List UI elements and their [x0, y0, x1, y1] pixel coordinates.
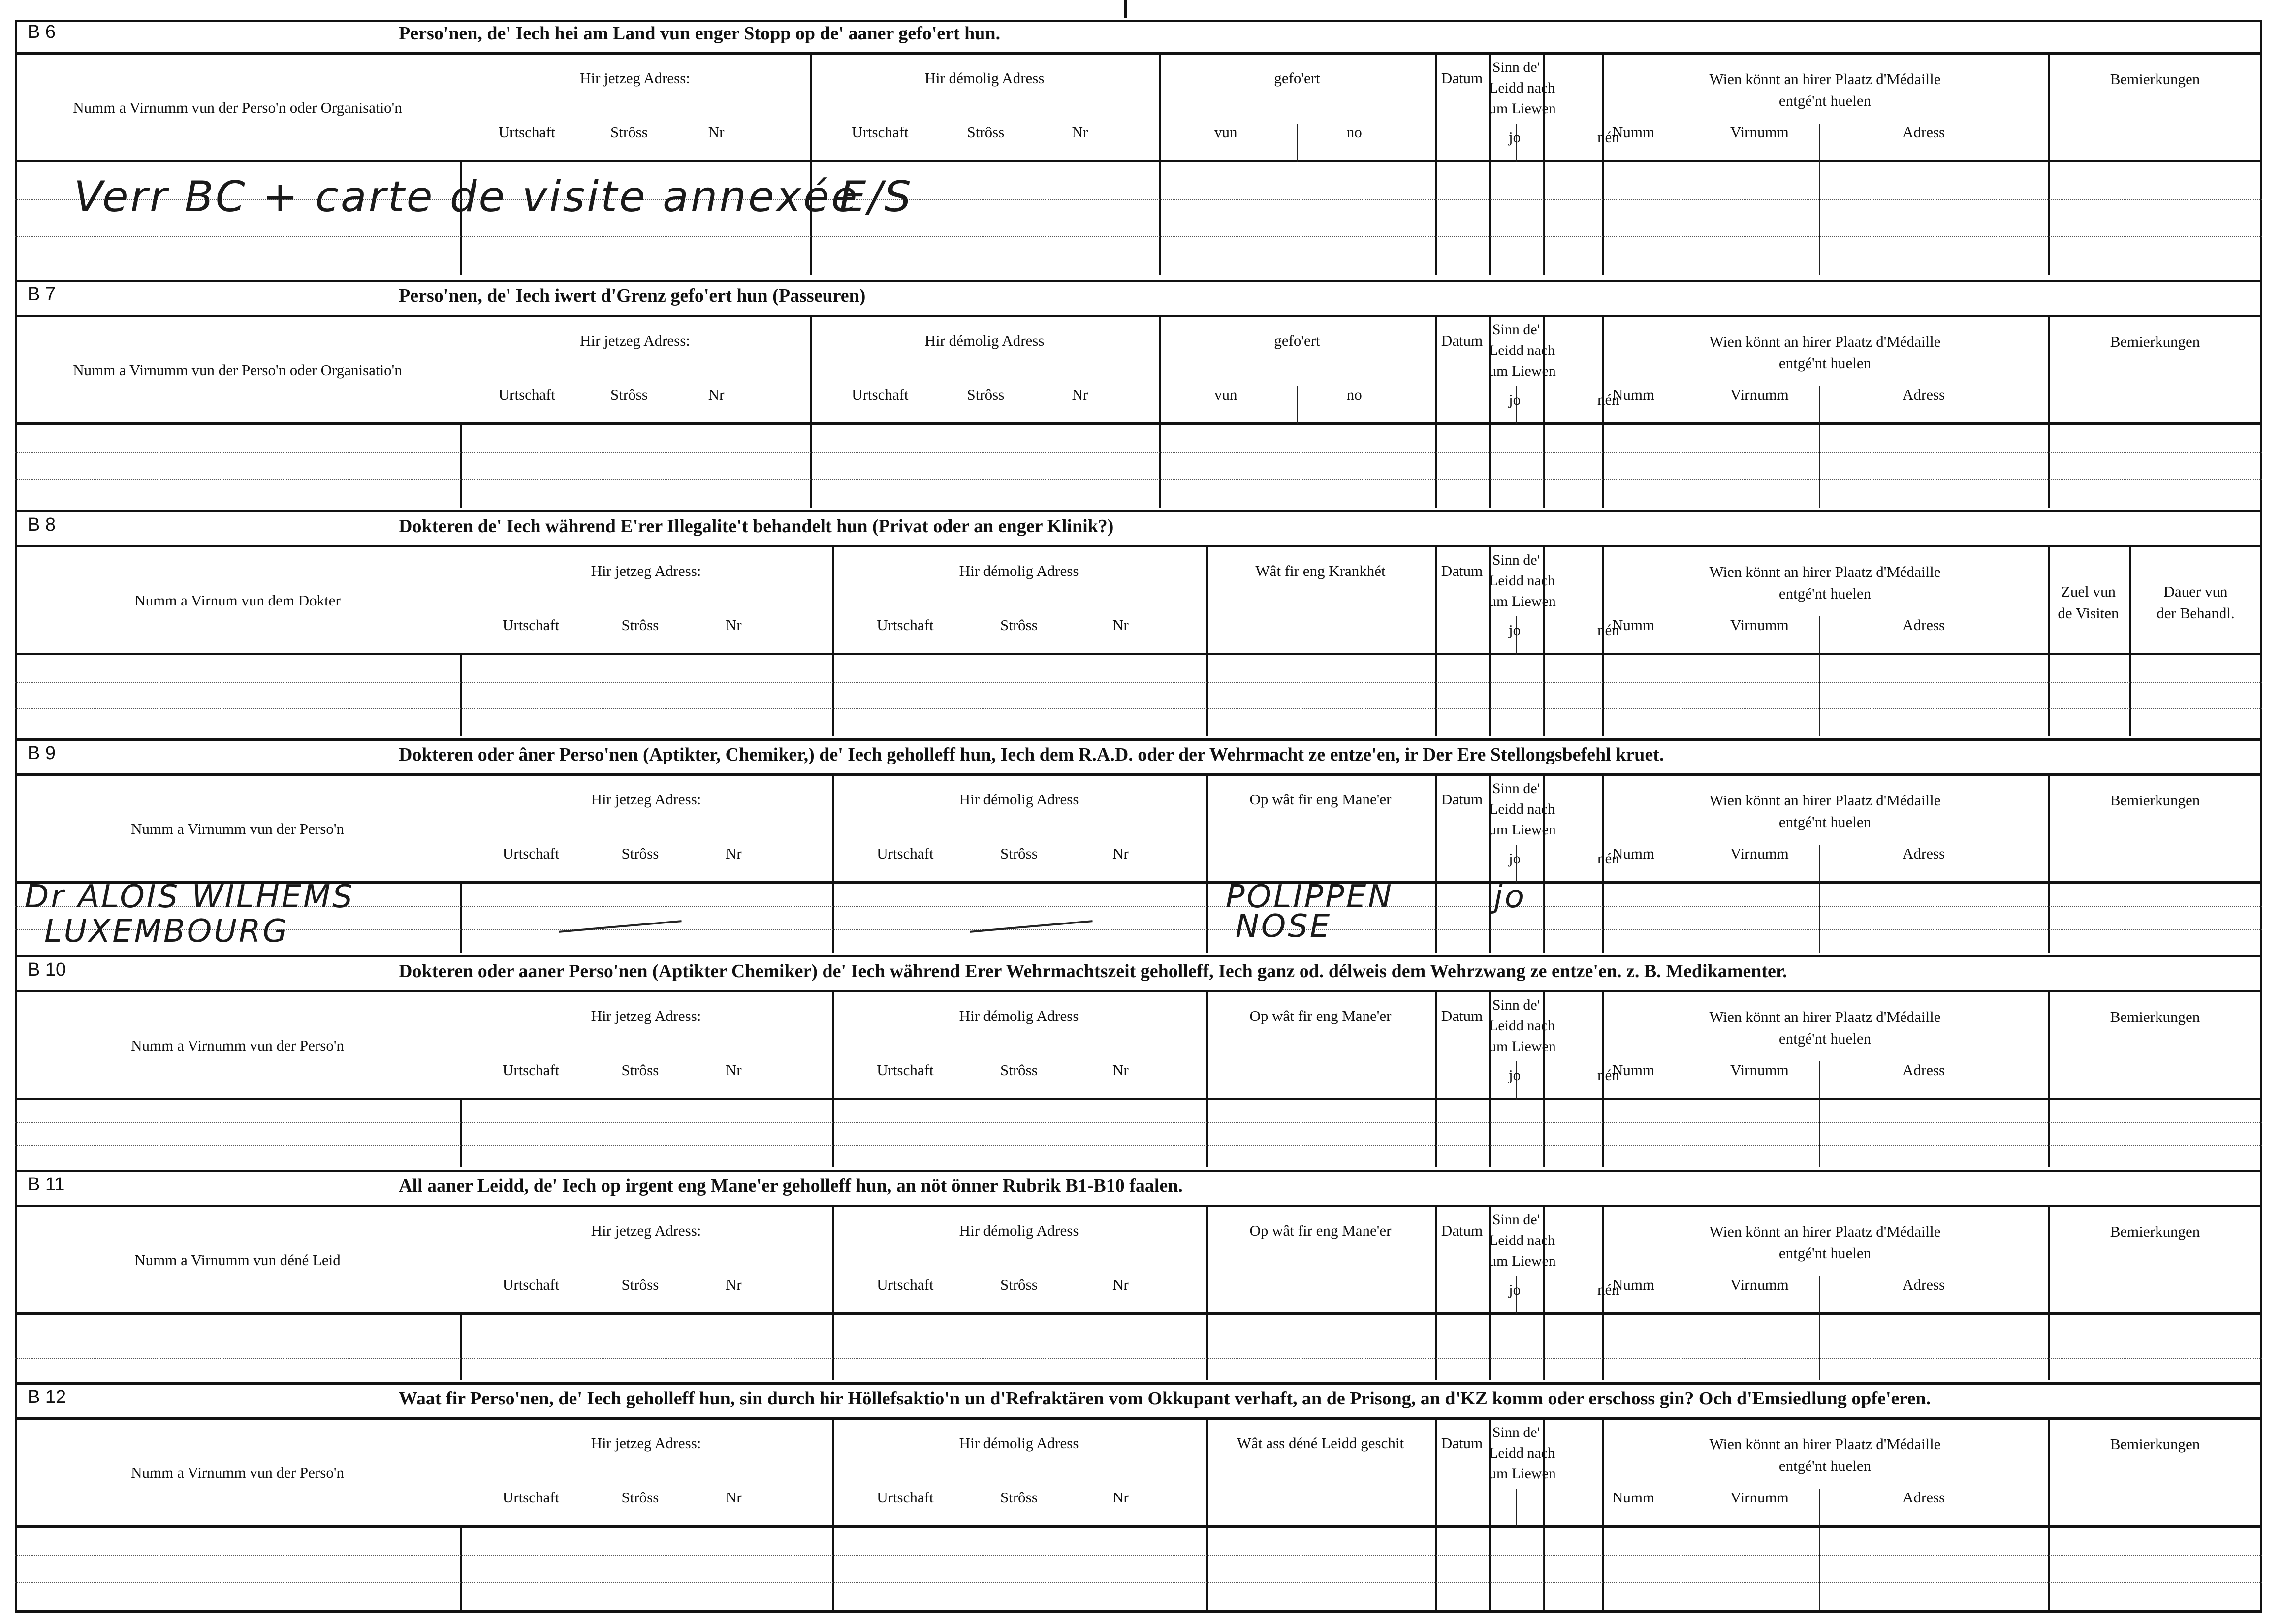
section-title: Waat fir Perso'nen, de' Iech geholleff hun, sin durch hir Höllefsaktio'n un d'Refraktären vom Okkupant verhaft, an de Prisong, an d'KZ komm oder erschoss gin? Och d'Emsiedlung opfe'eren. — [399, 1388, 1931, 1409]
section-code: B 9 — [28, 743, 56, 764]
row-column-divider — [1435, 655, 1437, 736]
row-subdivider — [1543, 1100, 1544, 1167]
former-address-label: Hir démolig Adress — [924, 69, 1045, 87]
name-column-label: Numm a Virnumm vun der Perso'n — [131, 820, 344, 837]
special-column-label: Wât ass déné Leidd geschit — [1237, 1434, 1404, 1452]
data-rows — [15, 879, 2262, 953]
special-column-label: Op wât fir eng Mane'er — [1249, 1222, 1392, 1239]
row-column-divider — [1435, 1528, 1437, 1610]
former-address-stross-label: Strôss — [967, 124, 1005, 141]
former-address-nr-label: Nr — [1112, 1489, 1129, 1506]
handwritten-entry: Verr BC + carte de visite annexée — [74, 172, 859, 222]
entry-line — [15, 452, 2262, 453]
yes-label: jo — [1509, 1281, 1521, 1298]
row-column-divider — [2048, 162, 2050, 275]
treatment-duration-label: Dauer vun — [2163, 583, 2228, 600]
alive-column-label: Leidd nach — [1489, 1018, 1555, 1034]
current-address-urt-label: Urtschaft — [502, 1061, 560, 1079]
row-column-divider — [1489, 425, 1491, 508]
section-b11 — [15, 1170, 2262, 1382]
no-label: nén — [1597, 391, 1619, 408]
handwritten-entry: Dr ALOIS WILHEMS — [25, 879, 354, 915]
alive-column-label: um Liewen — [1489, 593, 1556, 609]
recipient-virnumm-label: Virnumm — [1730, 845, 1789, 862]
row-subdivider — [1543, 425, 1544, 508]
data-rows — [15, 1528, 2262, 1610]
recipient-adress-label: Adress — [1903, 1061, 1945, 1079]
data-rows — [15, 1100, 2262, 1167]
row-column-divider — [460, 1528, 462, 1610]
medal-recipient-label: entgé'nt huelen — [1778, 1244, 1872, 1262]
recipient-virnumm-label: Virnumm — [1730, 124, 1789, 141]
special-column-label: gefo'ert — [1274, 332, 1320, 349]
current-address-label: Hir jetzeg Adress: — [591, 562, 701, 579]
recipient-adress-label: Adress — [1903, 386, 1945, 403]
former-address-label: Hir démolig Adress — [959, 791, 1079, 808]
row-subdivider — [1543, 162, 1544, 275]
recipient-numm-label: Numm — [1612, 1489, 1655, 1506]
row-column-divider — [2048, 655, 2050, 736]
entry-line — [15, 929, 2262, 930]
date-column-label: Datum — [1441, 69, 1483, 87]
row-subdivider — [1819, 162, 1820, 275]
remarks-column-label: Bemierkungen — [2110, 333, 2200, 350]
section-header-row — [15, 1205, 2262, 1315]
row-column-divider — [1602, 1315, 1604, 1380]
special-column-label: Op wât fir eng Mane'er — [1249, 791, 1392, 808]
yes-label: jo — [1509, 391, 1521, 408]
alive-column-label: Sinn de' — [1492, 997, 1540, 1013]
date-column-label: Datum — [1441, 1007, 1483, 1024]
section-code: B 12 — [28, 1387, 66, 1407]
no-label: nén — [1597, 128, 1619, 146]
medal-recipient-label: entgé'nt huelen — [1778, 1030, 1872, 1047]
recipient-divider — [1819, 1489, 1820, 1527]
former-address-urt-label: Urtschaft — [877, 845, 934, 862]
special-sub-label: vun — [1214, 124, 1237, 141]
row-column-divider — [1602, 162, 1604, 275]
handwritten-entry: POLIPPEN — [1226, 879, 1394, 915]
former-address-label: Hir démolig Adress — [959, 562, 1079, 579]
no-label: nén — [1597, 850, 1619, 867]
handwritten-entry: jo — [1494, 879, 1526, 915]
current-address-stross-label: Strôss — [621, 1276, 659, 1293]
special-column-label: Op wât fir eng Mane'er — [1249, 1007, 1392, 1024]
former-address-urt-label: Urtschaft — [877, 616, 934, 634]
row-column-divider — [460, 1100, 462, 1167]
remarks-column-label: Bemierkungen — [2110, 792, 2200, 809]
entry-line — [15, 479, 2262, 480]
alive-column-label: um Liewen — [1489, 1465, 1556, 1482]
special-sub-label: vun — [1214, 386, 1237, 403]
alive-column-label: Sinn de' — [1492, 321, 1540, 338]
medal-recipient-label: Wien könnt an hirer Plaatz d'Médaille — [1709, 1223, 1941, 1240]
former-address-urt-label: Urtschaft — [852, 124, 909, 141]
row-column-divider — [1489, 884, 1491, 953]
current-address-nr-label: Nr — [725, 1489, 742, 1506]
entry-line — [15, 1358, 2262, 1359]
current-address-nr-label: Nr — [725, 1276, 742, 1293]
recipient-divider — [1819, 386, 1820, 424]
data-rows — [15, 1315, 2262, 1380]
row-column-divider — [832, 1528, 834, 1610]
row-subdivider — [1819, 425, 1820, 508]
alive-column-label: um Liewen — [1489, 822, 1556, 838]
remarks-column-label: Bemierkungen — [2110, 1223, 2200, 1240]
row-subdivider — [1819, 1528, 1820, 1610]
no-label: nén — [1597, 1281, 1619, 1298]
alive-column-label: Sinn de' — [1492, 59, 1540, 75]
row-subdivider — [1543, 1528, 1544, 1610]
entry-line — [15, 682, 2262, 683]
former-address-nr-label: Nr — [1112, 845, 1129, 862]
former-address-urt-label: Urtschaft — [852, 386, 909, 403]
former-address-urt-label: Urtschaft — [877, 1489, 934, 1506]
recipient-divider — [1819, 616, 1820, 655]
remarks-column-label: Bemierkungen — [2110, 1435, 2200, 1453]
current-address-label: Hir jetzeg Adress: — [591, 1007, 701, 1024]
current-address-nr-label: Nr — [708, 124, 725, 141]
row-column-divider — [1159, 425, 1161, 508]
row-column-divider — [1489, 1100, 1491, 1167]
row-column-divider — [2048, 1100, 2050, 1167]
recipient-divider — [1819, 845, 1820, 883]
former-address-stross-label: Strôss — [1000, 1276, 1038, 1293]
recipient-divider — [1819, 1276, 1820, 1314]
name-column-label: Numm a Virnum vun dem Dokter — [134, 592, 341, 609]
former-address-stross-label: Strôss — [1000, 1061, 1038, 1079]
row-column-divider — [832, 884, 834, 953]
medal-recipient-label: entgé'nt huelen — [1778, 585, 1872, 602]
alive-column-label: um Liewen — [1489, 1038, 1556, 1054]
remarks-column-label: Bemierkungen — [2110, 1008, 2200, 1025]
section-header-row — [15, 315, 2262, 425]
medal-recipient-label: entgé'nt huelen — [1778, 1457, 1872, 1474]
current-address-stross-label: Strôss — [621, 1061, 659, 1079]
entry-line — [15, 708, 2262, 709]
row-column-divider — [2048, 425, 2050, 508]
row-column-divider — [1489, 162, 1491, 275]
current-address-urt-label: Urtschaft — [502, 616, 560, 634]
recipient-virnumm-label: Virnumm — [1730, 1489, 1789, 1506]
current-address-urt-label: Urtschaft — [502, 1489, 560, 1506]
former-address-stross-label: Strôss — [1000, 616, 1038, 634]
row-column-divider — [1602, 425, 1604, 508]
former-address-nr-label: Nr — [1112, 1061, 1129, 1079]
alive-column-label: Leidd nach — [1489, 342, 1555, 358]
row-subdivider — [1543, 1315, 1544, 1380]
no-label: nén — [1597, 1066, 1619, 1083]
name-column-label: Numm a Virnumm vun déné Leid — [134, 1251, 341, 1269]
current-address-nr-label: Nr — [725, 1061, 742, 1079]
medal-recipient-label: Wien könnt an hirer Plaatz d'Médaille — [1709, 1008, 1941, 1025]
visit-count-label: Zuel vun — [2061, 583, 2116, 600]
row-column-divider — [832, 1315, 834, 1380]
alive-column-label: um Liewen — [1489, 363, 1556, 379]
row-column-divider — [460, 655, 462, 736]
former-address-label: Hir démolig Adress — [959, 1434, 1079, 1452]
current-address-label: Hir jetzeg Adress: — [591, 1222, 701, 1239]
row-column-divider — [1206, 884, 1208, 953]
current-address-stross-label: Strôss — [621, 845, 659, 862]
current-address-nr-label: Nr — [725, 616, 742, 634]
row-column-divider — [1602, 1100, 1604, 1167]
former-address-urt-label: Urtschaft — [877, 1061, 934, 1079]
handwritten-entry: E/S — [839, 172, 913, 222]
current-address-nr-label: Nr — [725, 845, 742, 862]
handwritten-entry: LUXEMBOURG — [44, 913, 289, 950]
alive-column-label: um Liewen — [1489, 100, 1556, 117]
yes-label: jo — [1509, 850, 1521, 867]
recipient-divider — [1819, 1061, 1820, 1100]
current-address-label: Hir jetzeg Adress: — [580, 69, 690, 87]
row-column-divider — [1206, 1100, 1208, 1167]
section-header-row — [15, 1417, 2262, 1528]
row-subdivider — [1819, 655, 1820, 736]
recipient-adress-label: Adress — [1903, 124, 1945, 141]
section-b7 — [15, 280, 2262, 510]
date-column-label: Datum — [1441, 332, 1483, 349]
section-b10 — [15, 955, 2262, 1170]
current-address-urt-label: Urtschaft — [502, 845, 560, 862]
section-header-row — [15, 773, 2262, 884]
medal-recipient-label: entgé'nt huelen — [1778, 813, 1872, 830]
former-address-urt-label: Urtschaft — [877, 1276, 934, 1293]
recipient-adress-label: Adress — [1903, 616, 1945, 634]
name-column-label: Numm a Virnumm vun der Perso'n oder Organisatio'n — [73, 361, 402, 379]
recipient-numm-label: Numm — [1612, 386, 1655, 403]
top-registration-mark — [1124, 0, 1127, 18]
row-column-divider — [1435, 162, 1437, 275]
current-address-stross-label: Strôss — [621, 1489, 659, 1506]
remarks-column-label: Bemierkungen — [2110, 70, 2200, 88]
handwritten-entry: NOSE — [1236, 908, 1332, 945]
section-code: B 8 — [28, 514, 56, 535]
section-title: All aaner Leidd, de' Iech op irgent eng Mane'er geholleff hun, an nöt önner Rubrik B1-B10 faalen. — [399, 1176, 1183, 1196]
former-address-stross-label: Strôss — [1000, 845, 1038, 862]
current-address-stross-label: Strôss — [610, 386, 648, 403]
current-address-stross-label: Strôss — [610, 124, 648, 141]
alive-column-label: um Liewen — [1489, 1253, 1556, 1269]
former-address-label: Hir démolig Adress — [924, 332, 1045, 349]
section-title: Perso'nen, de' Iech hei am Land vun enger Stopp op de' aaner gefo'ert hun. — [399, 23, 1001, 44]
medal-recipient-label: Wien könnt an hirer Plaatz d'Médaille — [1709, 70, 1941, 88]
row-column-divider — [832, 1100, 834, 1167]
date-column-label: Datum — [1441, 562, 1483, 579]
former-address-nr-label: Nr — [1072, 124, 1088, 141]
row-column-divider — [2048, 1315, 2050, 1380]
entry-line — [15, 1145, 2262, 1146]
alive-column-label: Leidd nach — [1489, 573, 1555, 589]
row-column-divider — [1206, 1315, 1208, 1380]
alive-column-label: Sinn de' — [1492, 1211, 1540, 1228]
special-sub-label: no — [1346, 124, 1362, 141]
dash-mark — [559, 920, 681, 933]
medal-recipient-label: entgé'nt huelen — [1778, 354, 1872, 372]
row-column-divider — [2048, 884, 2050, 953]
row-column-divider — [2048, 1528, 2050, 1610]
former-address-stross-label: Strôss — [1000, 1489, 1038, 1506]
row-subdivider — [1819, 1315, 1820, 1380]
row-column-divider — [1489, 1528, 1491, 1610]
current-address-stross-label: Strôss — [621, 616, 659, 634]
section-header-row — [15, 990, 2262, 1100]
current-address-label: Hir jetzeg Adress: — [591, 791, 701, 808]
entry-line — [15, 1555, 2262, 1556]
row-subdivider — [1819, 1100, 1820, 1167]
section-b8 — [15, 510, 2262, 738]
alive-column-label: Sinn de' — [1492, 552, 1540, 568]
recipient-numm-label: Numm — [1612, 1061, 1655, 1079]
row-column-divider — [1435, 1315, 1437, 1380]
medal-recipient-label: Wien könnt an hirer Plaatz d'Médaille — [1709, 333, 1941, 350]
no-label: nén — [1597, 621, 1619, 638]
recipient-virnumm-label: Virnumm — [1730, 386, 1789, 403]
yes-label: jo — [1509, 1066, 1521, 1083]
row-column-divider — [1602, 884, 1604, 953]
section-code: B 10 — [28, 959, 66, 980]
current-address-urt-label: Urtschaft — [502, 1276, 560, 1293]
current-address-label: Hir jetzeg Adress: — [580, 332, 690, 349]
date-column-label: Datum — [1441, 791, 1483, 808]
row-column-divider — [1489, 655, 1491, 736]
special-column-label: gefo'ert — [1274, 69, 1320, 87]
name-column-label: Numm a Virnumm vun der Perso'n — [131, 1464, 344, 1481]
recipient-numm-label: Numm — [1612, 845, 1655, 862]
section-header-row — [15, 52, 2262, 162]
row-column-divider — [1206, 655, 1208, 736]
section-b6 — [15, 20, 2262, 280]
entry-line — [15, 1122, 2262, 1123]
row-column-divider — [1435, 1100, 1437, 1167]
current-address-urt-label: Urtschaft — [498, 386, 556, 403]
alive-column-label: Leidd nach — [1489, 1445, 1555, 1461]
yes-label: jo — [1509, 128, 1521, 146]
alive-column-label: Leidd nach — [1489, 80, 1555, 96]
row-column-divider — [810, 425, 812, 508]
date-column-label: Datum — [1441, 1434, 1483, 1452]
date-column-label: Datum — [1441, 1222, 1483, 1239]
former-address-label: Hir démolig Adress — [959, 1007, 1079, 1024]
section-code: B 11 — [28, 1174, 65, 1195]
data-rows — [15, 425, 2262, 508]
medal-recipient-label: entgé'nt huelen — [1778, 92, 1872, 109]
section-title: Perso'nen, de' Iech iwert d'Grenz gefo'ert hun (Passeuren) — [399, 286, 866, 306]
from-to-divider — [1297, 124, 1298, 162]
recipient-adress-label: Adress — [1903, 845, 1945, 862]
treatment-duration-label: der Behandl. — [2157, 605, 2235, 622]
row-subdivider — [1543, 655, 1544, 736]
row-column-divider — [1206, 1528, 1208, 1610]
row-column-divider — [460, 884, 462, 953]
entry-line — [15, 1582, 2262, 1583]
recipient-virnumm-label: Virnumm — [1730, 1061, 1789, 1079]
yes-no-divider — [1516, 1489, 1517, 1527]
medal-recipient-label: Wien könnt an hirer Plaatz d'Médaille — [1709, 1435, 1941, 1453]
section-title: Dokteren de' Iech während E'rer Illegalite't behandelt hun (Privat oder an enger Klinik?) — [399, 516, 1114, 537]
section-b9 — [15, 738, 2262, 955]
recipient-numm-label: Numm — [1612, 1276, 1655, 1293]
special-column-label: Wât fir eng Krankhét — [1255, 562, 1386, 579]
data-rows — [15, 655, 2262, 736]
alive-column-label: Leidd nach — [1489, 801, 1555, 817]
recipient-numm-label: Numm — [1612, 616, 1655, 634]
former-address-nr-label: Nr — [1072, 386, 1088, 403]
section-title: Dokteren oder aaner Perso'nen (Aptikter Chemiker) de' Iech während Erer Wehrmachtszeit geholleff, Iech ganz od. délweis dem Wehrzwang ze entze'en. z. B. Medikamenter. — [399, 961, 1787, 982]
section-b12 — [15, 1382, 2262, 1613]
entry-line — [15, 236, 2262, 237]
current-address-nr-label: Nr — [708, 386, 725, 403]
recipient-numm-label: Numm — [1612, 124, 1655, 141]
alive-column-label: Sinn de' — [1492, 1424, 1540, 1440]
data-rows — [15, 162, 2262, 275]
recipient-virnumm-label: Virnumm — [1730, 1276, 1789, 1293]
row-column-divider — [1602, 1528, 1604, 1610]
name-column-label: Numm a Virnumm vun der Perso'n — [131, 1037, 344, 1054]
recipient-adress-label: Adress — [1903, 1489, 1945, 1506]
dash-mark — [970, 920, 1092, 933]
former-address-label: Hir démolig Adress — [959, 1222, 1079, 1239]
section-code: B 6 — [28, 22, 56, 42]
row-column-divider — [1435, 425, 1437, 508]
current-address-label: Hir jetzeg Adress: — [591, 1434, 701, 1452]
yes-label: jo — [1509, 621, 1521, 638]
section-header-row — [15, 545, 2262, 655]
row-column-divider — [2129, 655, 2131, 736]
row-column-divider — [460, 425, 462, 508]
medal-recipient-label: Wien könnt an hirer Plaatz d'Médaille — [1709, 792, 1941, 809]
section-title: Dokteren oder âner Perso'nen (Aptikter, Chemiker,) de' Iech geholleff hun, Iech dem R.A.D. oder der Wehrmacht ze entze'en, ir Der Ere Stellongsbefehl kruet. — [399, 744, 1664, 765]
recipient-adress-label: Adress — [1903, 1276, 1945, 1293]
recipient-virnumm-label: Virnumm — [1730, 616, 1789, 634]
special-sub-label: no — [1346, 386, 1362, 403]
row-column-divider — [1602, 655, 1604, 736]
section-code: B 7 — [28, 284, 56, 305]
row-column-divider — [832, 655, 834, 736]
visit-count-label: de Visiten — [2058, 605, 2119, 622]
medal-recipient-label: Wien könnt an hirer Plaatz d'Médaille — [1709, 563, 1941, 580]
current-address-urt-label: Urtschaft — [498, 124, 556, 141]
row-column-divider — [1435, 884, 1437, 953]
from-to-divider — [1297, 386, 1298, 424]
row-column-divider — [460, 1315, 462, 1380]
alive-column-label: Sinn de' — [1492, 780, 1540, 796]
name-column-label: Numm a Virnumm vun der Perso'n oder Organisatio'n — [73, 99, 402, 116]
former-address-stross-label: Strôss — [967, 386, 1005, 403]
former-address-nr-label: Nr — [1112, 1276, 1129, 1293]
row-subdivider — [1543, 884, 1544, 953]
row-column-divider — [1489, 1315, 1491, 1380]
recipient-divider — [1819, 124, 1820, 162]
former-address-nr-label: Nr — [1112, 616, 1129, 634]
row-column-divider — [1159, 162, 1161, 275]
alive-column-label: Leidd nach — [1489, 1232, 1555, 1248]
row-subdivider — [1819, 884, 1820, 953]
